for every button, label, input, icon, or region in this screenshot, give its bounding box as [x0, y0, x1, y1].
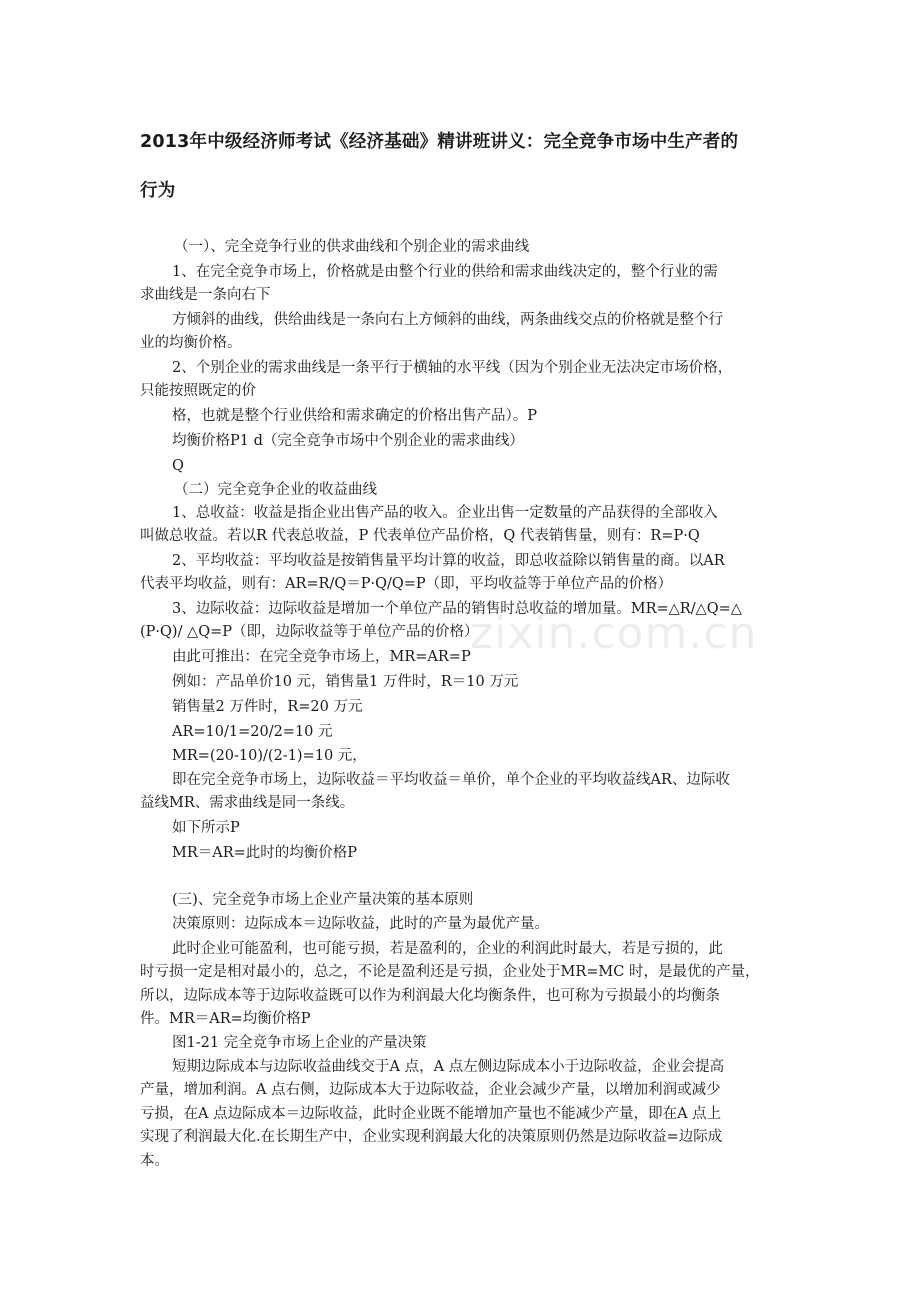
paragraph-line: 1、总收益：收益是指企业出售产品的收入。企业出售一定数量的产品获得的全部收入	[172, 505, 718, 521]
section-heading-3: (三)、完全竞争市场上企业产量决策的基本原则	[172, 892, 474, 908]
paragraph-line: 代表平均收益，则有：AR=R/Q＝P·Q/Q=P（即，平均收益等于单位产品的价格）	[140, 576, 673, 592]
section-heading-1: （一）、完全竞争行业的供求曲线和个别企业的需求曲线	[174, 239, 530, 255]
paragraph-line: 决策原则：边际成本＝边际收益，此时的产量为最优产量。	[172, 916, 549, 932]
paragraph-line: 只能按照既定的价	[140, 383, 256, 399]
paragraph-line: 1、在完全竞争市场上，价格就是由整个行业的供给和需求曲线决定的，整个行业的需	[172, 264, 718, 280]
paragraph-line: 此时企业可能盈利，也可能亏损，若是盈利的，企业的利润此时最大，若是亏损的，此	[172, 941, 723, 957]
paragraph-line: 所以，边际成本等于边际收益既可以作为利润最大化均衡条件，也可称为亏损最小的均衡条	[140, 988, 720, 1004]
paragraph-line: Q	[172, 458, 184, 474]
paragraph-line: 业的均衡价格。	[140, 335, 242, 351]
paragraph-line: 2、个别企业的需求曲线是一条平行于横轴的水平线（因为个别企业无法决定市场价格，	[172, 360, 733, 376]
document-title-line-2: 行为	[140, 181, 176, 201]
paragraph-line: 益线MR、需求曲线是同一条线。	[140, 795, 355, 811]
paragraph-line: 求曲线是一条向右下	[140, 287, 271, 303]
paragraph-line: 亏损，在A 点边际成本＝边际收益，此时企业既不能增加产量也不能减少产量，即在A 点上	[140, 1106, 722, 1122]
paragraph-line: 格，也就是整个行业供给和需求确定的价格出售产品）。P	[172, 408, 538, 424]
paragraph-line: MR=(20-10)/(2-1)=10 元，	[172, 748, 367, 764]
paragraph-line: 实现了利润最大化.在长期生产中，企业实现利润最大化的决策原则仍然是边际收益=边际成	[140, 1129, 723, 1145]
document-title-line-1: 2013年中级经济师考试《经济基础》精讲班讲义：完全竞争市场中生产者的	[140, 132, 739, 152]
figure-caption: 图1-21 完全竞争市场上企业的产量决策	[172, 1035, 427, 1051]
paragraph-line: 3、边际收益：边际收益是增加一个单位产品的销售时总收益的增加量。MR=△R/△Q=△	[172, 601, 742, 617]
paragraph-line: 叫做总收益。若以R 代表总收益，P 代表单位产品价格，Q 代表销售量，则有：R=P·Q	[140, 528, 700, 544]
watermark: zixin.com.cn	[470, 608, 758, 659]
paragraph-line: 本。	[140, 1153, 169, 1169]
paragraph-line: 均衡价格P1 d（完全竞争市场中个别企业的需求曲线）	[172, 433, 524, 449]
paragraph-line: MR＝AR=此时的均衡价格P	[172, 845, 358, 861]
paragraph-line: 如下所示P	[172, 820, 240, 836]
paragraph-line: 即在完全竞争市场上，边际收益＝平均收益＝单价，单个企业的平均收益线AR、边际收	[172, 772, 730, 788]
section-heading-2: （二）完全竞争企业的收益曲线	[174, 482, 377, 498]
paragraph-line: 件。MR＝AR=均衡价格P	[140, 1011, 311, 1027]
paragraph-line: 销售量2 万件时，R=20 万元	[172, 699, 363, 715]
paragraph-line: 方倾斜的曲线，供给曲线是一条向右上方倾斜的曲线，两条曲线交点的价格就是整个行	[172, 312, 723, 328]
paragraph-line: 例如：产品单价10 元，销售量1 万件时，R＝10 万元	[172, 674, 519, 690]
paragraph-line: 2、平均收益：平均收益是按销售量平均计算的收益，即总收益除以销售量的商。以AR	[172, 553, 725, 569]
paragraph-line: AR=10/1=20/2=10 元	[172, 724, 333, 740]
paragraph-line: 短期边际成本与边际收益曲线交于A 点，A 点左侧边际成本小于边际收益，企业会提高	[172, 1059, 725, 1075]
paragraph-line: 时亏损一定是相对最小的，总之，不论是盈利还是亏损，企业处于MR=MC 时，是最优的产量，	[140, 964, 760, 980]
paragraph-line: 产量，增加利润。A 点右侧，边际成本大于边际收益，企业会减少产量，以增加利润或减少	[140, 1082, 721, 1098]
paragraph-line: (P·Q)/ △Q=P（即，边际收益等于单位产品的价格）	[140, 624, 479, 640]
paragraph-line: 由此可推出：在完全竞争市场上，MR=AR=P	[172, 649, 471, 665]
